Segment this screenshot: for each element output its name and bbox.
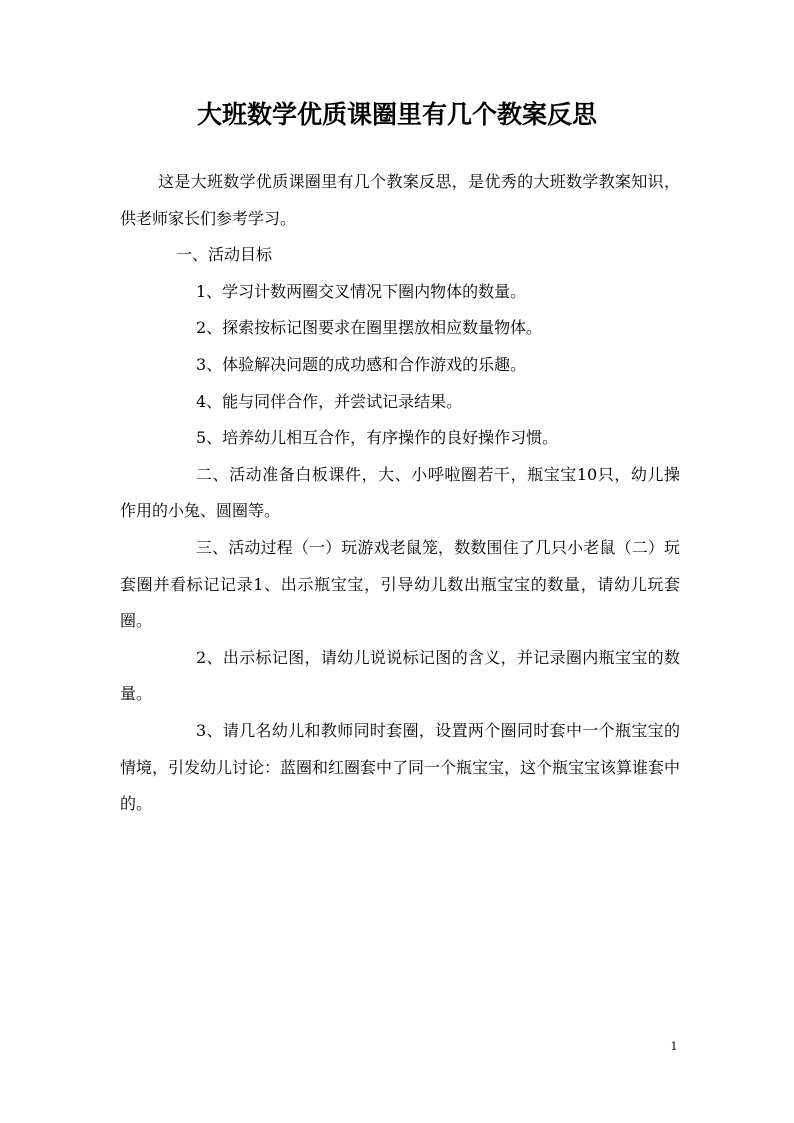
section-heading-goals: 一、活动目标 — [176, 245, 273, 265]
intro-paragraph: 这是大班数学优质课圈里有几个教案反思，是优秀的大班数学教案知识，供老师家长们参考学习。 — [120, 172, 680, 228]
goal-item-5: 5、培养幼儿相互合作，有序操作的良好操作习惯。 — [196, 428, 559, 448]
goal-item-1: 1、学习计数两圈交叉情况下圈内物体的数量。 — [196, 281, 527, 301]
process-step-3: 3、请几名幼儿和教师同时套圈，设置两个圈同时套中一个瓶宝宝的情境，引发幼儿讨论：蓝圈和红圈套中了同一个瓶宝宝，这个瓶宝宝该算谁套中的。 — [120, 720, 681, 814]
goal-item-3: 3、体验解决问题的成功感和合作游戏的乐趣。 — [196, 354, 527, 374]
preparation-paragraph: 二、活动准备白板课件，大、小呼啦圈若干，瓶宝宝10只，幼儿操作用的小兔、圆圈等。 — [120, 464, 680, 521]
process-step-2: 2、出示标记图，请幼儿说说标记图的含义，并记录圈内瓶宝宝的数量。 — [120, 647, 680, 704]
process-paragraph: 三、活动过程（一）玩游戏老鼠笼，数数围住了几只小老鼠（二）玩套圈并看标记记录1、出示瓶宝宝，引导幼儿数出瓶宝宝的数量，请幼儿玩套圈。 — [120, 537, 680, 631]
document-title: 大班数学优质课圈里有几个教案反思 — [196, 100, 597, 129]
goal-item-4: 4、能与同伴合作，并尝试记录结果。 — [196, 391, 463, 411]
document-body — [120, 164, 680, 823]
page-number: 1 — [670, 1040, 678, 1053]
goal-item-2: 2、探索按标记图要求在圈里摆放相应数量物体。 — [196, 318, 543, 338]
